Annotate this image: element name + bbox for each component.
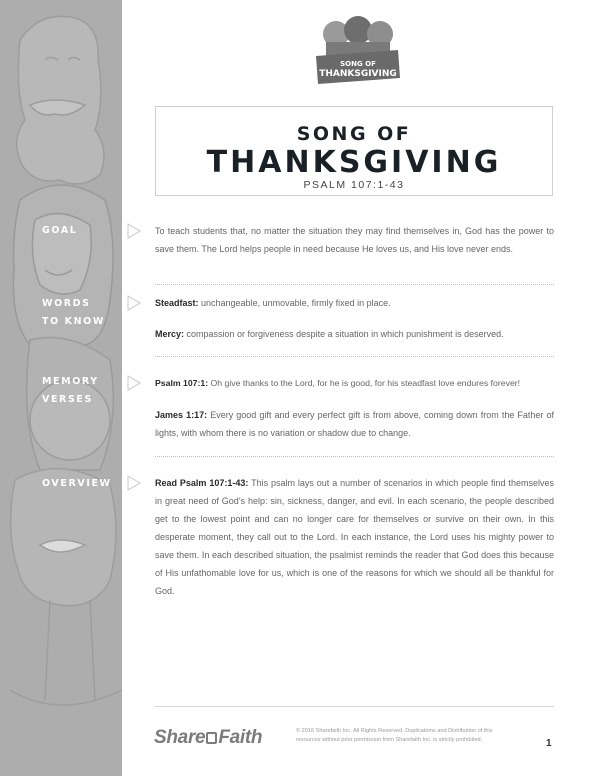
vocab-definition: unchangeable, unmovable, firmly fixed in place. [198, 298, 391, 308]
memory-verse [155, 374, 554, 392]
vocab-term: Mercy: [155, 329, 185, 339]
overview-lead: Read Psalm 107:1-43: [155, 478, 249, 488]
goal-text: To teach students that, no matter the situation they may find themselves in, God has the power to save them. The Lord helps people in need because He loves us, and His love never ends. [155, 226, 554, 254]
section-label-memory-verses [42, 373, 99, 409]
title-small: SONG OF [296, 123, 412, 145]
label-line: WORDS [42, 298, 91, 309]
play-arrow-icon [127, 295, 141, 311]
overview-text [155, 474, 554, 600]
memory-verse [155, 406, 554, 442]
play-arrow-icon [127, 223, 141, 239]
svg-text:SONG OF: SONG OF [340, 60, 376, 68]
flag-icon [206, 732, 217, 744]
brand-text: Faith [218, 727, 263, 748]
vocab-term: Steadfast: [155, 298, 199, 308]
verse-reference: Psalm 107:1: [155, 378, 209, 388]
verse-reference: James 1:17: [155, 410, 208, 420]
section-label-goal: GOAL [42, 225, 78, 236]
divider [155, 284, 554, 285]
svg-text:THANKSGIVING: THANKSGIVING [319, 69, 397, 79]
section-label-overview: OVERVIEW [42, 478, 112, 489]
divider [155, 356, 554, 357]
vocab-definition: compassion or forgiveness despite a situation in which punishment is deserved. [184, 329, 504, 339]
footer-divider [155, 706, 554, 707]
divider [155, 456, 554, 457]
vocab-item [155, 294, 554, 312]
title-box [155, 106, 553, 196]
play-arrow-icon [127, 375, 141, 391]
overview-body: This psalm lays out a number of scenarios in which people find themselves in great need of God's help: sin, sickness, danger, and evil. In each scenario, the people described get to the lowest point and can no longer care for themselves or survive on their own. In this desperate moment, they call out to the Lord. In each instance, the Lord uses his mighty power to save them. In each described situation, the psalmist reminds the reader that God does this because of His unfathomable love for us, which is one of the reasons for which we should all be thankful for God. [155, 478, 554, 596]
label-line: MEMORY [42, 376, 99, 387]
section-label-words-to-know [42, 295, 105, 331]
label-line: VERSES [42, 394, 93, 405]
copyright-notice: © 2016 Sharefaith Inc. All Rights Reserved. Duplications and Distribution of this resources without prior permission from Sharefaith Inc. is strictly prohibited. [296, 728, 493, 743]
verse-text: Every good gift and every perfect gift is from above, coming down from the Father of lights, with whom there is no variation or shadow due to change. [155, 410, 554, 438]
play-arrow-icon [127, 475, 141, 491]
sharefaith-logo [154, 727, 262, 749]
page-number: 1 [546, 738, 552, 749]
brand-text: Share [154, 727, 206, 748]
verse-text: Oh give thanks to the Lord, for he is good, for his steadfast love endures forever! [208, 378, 521, 388]
vocab-item [155, 325, 554, 343]
label-line: TO KNOW [42, 316, 105, 327]
scripture-reference: PSALM 107:1-43 [303, 179, 405, 191]
page-title: THANKSGIVING [206, 145, 502, 180]
lesson-logo-badge [308, 6, 406, 90]
